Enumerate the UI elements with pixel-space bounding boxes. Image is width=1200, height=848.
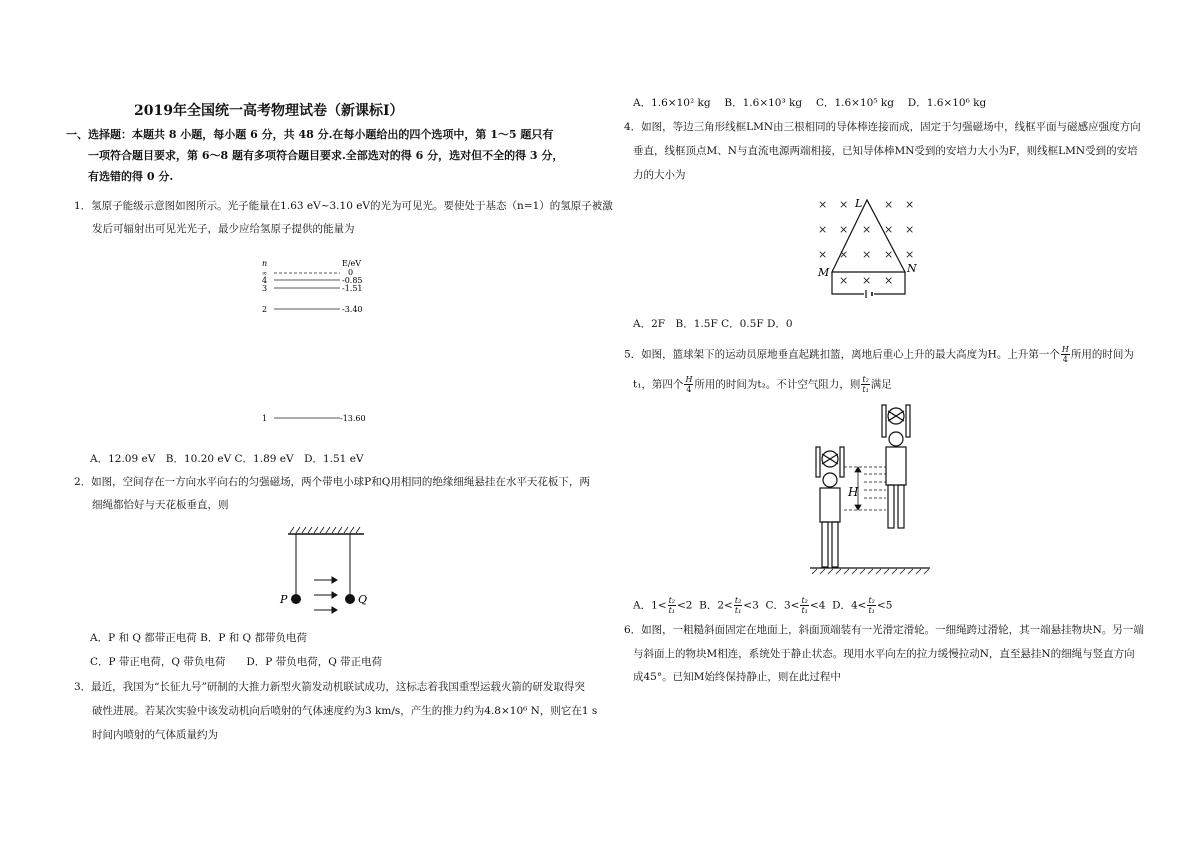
level-n-label: 4 xyxy=(262,276,268,285)
fraction-h-over-4: $\frac{H}{4}$ xyxy=(1061,345,1069,364)
q1-line-2: 发后可辐射出可见光光子，最少应给氢原子提供的能量为 xyxy=(92,223,355,235)
svg-text:×: × xyxy=(884,223,894,236)
fraction-t2-over-t1: $\frac{\text{t₂}}{\text{t₁}}$ xyxy=(862,375,869,394)
q4-options: A．2F B．1.5F C．0.5F D．0 xyxy=(633,318,793,330)
label-q: Q xyxy=(358,593,368,606)
vertex-n: N xyxy=(907,262,917,275)
svg-text:×: × xyxy=(818,248,828,261)
svg-text:×: × xyxy=(839,223,849,236)
section-line-1: 一、选择题：本题共 8 小题，每小题 6 分，共 48 分.在每小题给出的四个选项中，第 1～5 题只有 xyxy=(66,128,554,141)
q2-line-2: 细绳都恰好与天花板垂直，则 xyxy=(92,499,229,511)
level-n-label: ∞ xyxy=(262,270,267,277)
level-e-label: -1.51 xyxy=(342,284,363,293)
q1-options: A．12.09 eV B．10.20 eV C．1.89 eV D．1.51 eV xyxy=(90,453,364,465)
svg-text:×: × xyxy=(818,198,828,211)
athlete-jumping xyxy=(882,405,910,528)
level-e-label: -3.40 xyxy=(342,305,363,314)
level-2 xyxy=(262,305,363,314)
level-3 xyxy=(262,284,363,293)
energy-level-diagram xyxy=(250,252,380,432)
q2-options-2: C．P 带正电荷，Q 带负电荷 D．P 带负电荷，Q 带正电荷 xyxy=(90,656,383,668)
q5-line-1 xyxy=(624,345,1134,364)
label-p: P xyxy=(280,593,288,606)
q3-line-1: 3．最近，我国为“长征九号”研制的大推力新型火箭发动机联试成功，这标志着我国重型运载火箭的研发取得突 xyxy=(74,681,585,693)
level-e-label: -0.85 xyxy=(342,276,363,285)
svg-text:×: × xyxy=(884,274,894,287)
q5-line-1b: 所用的时间为 xyxy=(1070,348,1134,361)
level-n-label: 3 xyxy=(262,284,268,293)
q4-line-3: 力的大小为 xyxy=(633,169,686,181)
q5-line-1a: 5．如图，篮球架下的运动员原地垂直起跳扣篮，离地后重心上升的最大高度为H。上升第一个 xyxy=(624,348,1060,361)
vertex-l: L xyxy=(855,197,863,210)
energy-axis-label: E/eV xyxy=(342,259,362,268)
level-1 xyxy=(262,414,366,423)
q5-line-2a: t₁，第四个 xyxy=(633,378,684,391)
svg-text:×: × xyxy=(905,248,915,261)
ceiling-hatch xyxy=(290,527,360,533)
q2-line-1: 2．如图，空间存在一方向水平向右的匀强磁场，两个带电小球P和Q用相同的绝缘细绳悬挂在水平天花板下，两 xyxy=(74,476,590,488)
section-instructions xyxy=(66,124,563,187)
n-axis-label: n xyxy=(262,259,268,268)
athlete-standing xyxy=(816,447,844,567)
svg-text:×: × xyxy=(884,198,894,211)
ball-p xyxy=(291,594,301,604)
level-n-label: 1 xyxy=(262,414,268,423)
vertex-m: M xyxy=(818,266,830,279)
svg-text:×: × xyxy=(905,198,915,211)
basketball-jump-diagram xyxy=(806,402,936,578)
svg-text:×: × xyxy=(862,223,872,236)
q4-line-1: 4．如图，等边三角形线框LMN由三根相同的导体棒连接而成，固定于匀强磁场中，线框平面与磁感应强度方向 xyxy=(624,121,1141,133)
section-line-3: 有选错的得 0 分. xyxy=(88,170,174,183)
svg-text:×: × xyxy=(839,198,849,211)
fraction-h-over-4: $\frac{H}{4}$ xyxy=(685,375,693,394)
q3-line-3: 时间内喷射的气体质量约为 xyxy=(92,729,218,741)
svg-text:×: × xyxy=(818,223,828,236)
svg-text:×: × xyxy=(905,223,915,236)
q5-line-2b: 所用的时间为t₂。不计空气阻力，则 xyxy=(694,378,861,391)
q2-options-1: A．P 和 Q 都带正电荷 B．P 和 Q 都带负电荷 xyxy=(90,632,308,644)
svg-text:×: × xyxy=(884,248,894,261)
q5-line-2c: 满足 xyxy=(870,378,892,391)
q6-line-3: 成45°。已知M始终保持静止，则在此过程中 xyxy=(633,671,841,683)
q4-line-2: 垂直，线框顶点M、N与直流电源两端相接，已知导体棒MN受到的安培力大小为F，则线框LMN受到的安培 xyxy=(633,145,1138,157)
svg-text:×: × xyxy=(839,248,849,261)
q1-line-1: 1．氢原子能级示意图如图所示。光子能量在1.63 eV~3.10 eV的光为可见光。要使处于基态（n=1）的氢原子被激 xyxy=(74,200,613,212)
level-n-label: 2 xyxy=(262,305,268,314)
triangle-frame-diagram xyxy=(812,192,922,300)
svg-text:×: × xyxy=(862,248,872,261)
q3-line-2: 破性进展。若某次实验中该发动机向后喷射的气体速度约为3 km/s，产生的推力约为4.8×10⁶ N，则它在1 s xyxy=(92,705,598,717)
level-e-label: -13.60 xyxy=(340,414,366,423)
level-e-label: 0 xyxy=(348,268,354,277)
q5-line-2 xyxy=(633,375,892,394)
q3-options: A．1.6×10² kg B．1.6×10³ kg C．1.6×10⁵ kg D．1.6×10⁶ kg xyxy=(633,97,987,109)
section-line-2: 一项符合题目要求，第 6～8 题有多项符合题目要求.全部选对的得 6 分，选对但不全的得 3 分， xyxy=(88,149,564,162)
field-arrows xyxy=(314,577,337,613)
ball-q xyxy=(345,594,355,604)
label-h: H xyxy=(848,485,859,499)
level-inf xyxy=(262,268,353,277)
q6-line-1: 6．如图，一粗糙斜面固定在地面上，斜面顶端装有一光滑定滑轮。一细绳跨过滑轮，其一端悬挂物块N。另一端 xyxy=(624,624,1144,636)
magnetic-field-diagram xyxy=(274,524,384,616)
svg-text:×: × xyxy=(862,274,872,287)
exam-title: 2019年全国统一高考物理试卷（新课标Ⅰ） xyxy=(134,103,404,119)
q6-line-2: 与斜面上的物块M相连，系统处于静止状态。现用水平向左的拉力缓慢拉动N，直至悬挂N的细绳与竖直方向 xyxy=(633,648,1135,660)
q5-options: A．1< $\frac{\text{t₂}}{\text{t₁}}$ <2 B．2< $\frac{\text{t₂}}{\text{t₁}}$ <3 C．3< $\frac{\text{t₂}}{\text{t₁}}$ <4 D．4< $\frac{\text{t₂}}{\text{t₁}}$ <5 xyxy=(633,596,893,615)
svg-text:×: × xyxy=(839,274,849,287)
ground-hatch xyxy=(812,569,929,574)
